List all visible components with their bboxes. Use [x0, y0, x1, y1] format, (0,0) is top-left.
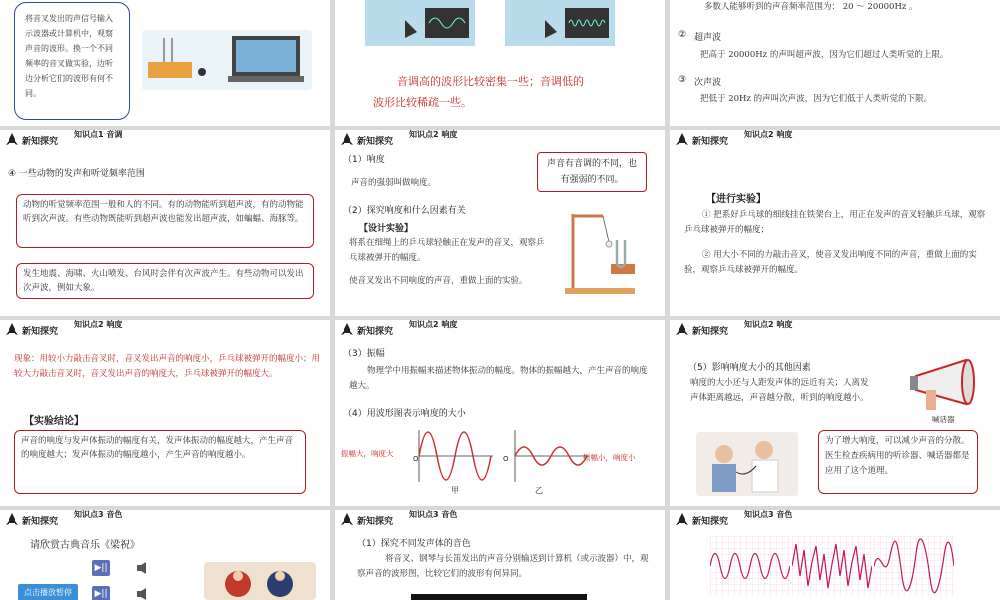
axis-origin-yi: O [503, 455, 509, 463]
video-player-bar[interactable] [411, 594, 587, 600]
rocket-icon [6, 513, 18, 527]
slide-tuning-fork-oscilloscope[interactable] [0, 0, 330, 126]
knowledge-point-label: 知识点3 音色 [409, 510, 458, 519]
amplitude-text: 物理学中用振幅来描述物体振动的幅度。物体的振幅越大，产生声音的响度越大。 [349, 366, 648, 391]
header-title: 新知探究 [692, 517, 729, 527]
slide-header [0, 510, 330, 532]
header-title: 新知探究 [357, 137, 394, 147]
design-experiment-label: 【设计实验】 [359, 224, 414, 234]
loudness-callout: 声音有音调的不同，也有强弱的不同。 [537, 152, 647, 192]
axis-origin-jia: O [413, 455, 419, 463]
doctor-stethoscope-illustration [696, 432, 798, 496]
loudness-definition: 声音的强弱叫做响度。 [351, 178, 437, 188]
audible-range-text: 多数人能够听到的声音频率范围为： 20 ～ 20000Hz 。 [704, 2, 918, 12]
experiment-illustration [142, 30, 312, 90]
header-title: 新知探究 [357, 327, 394, 337]
waveform-caption-yi: 乙 [535, 486, 543, 495]
play-pause-button[interactable]: 点击播放暂停 [18, 584, 78, 600]
slide-header [670, 130, 1000, 152]
knowledge-point-label: 知识点2 响度 [744, 130, 793, 139]
knowledge-point-label: 知识点3 音色 [744, 510, 793, 519]
butterfly-lovers-illustration [204, 562, 316, 600]
speaker-icon[interactable] [136, 587, 150, 600]
reduce-dispersion-box: 为了增大响度，可以减少声音的分散。医生检查疾病用的听诊器、喊话器都是应用了这个道理。 [818, 430, 978, 494]
rocket-icon [676, 513, 688, 527]
slide-butterfly-lovers[interactable] [0, 510, 330, 600]
conduct-experiment-label: 【进行实验】 [706, 194, 766, 205]
timbre-heading: （1）探究不同发声体的音色 [357, 539, 471, 549]
rocket-icon [341, 513, 353, 527]
header-title: 新知探究 [692, 137, 729, 147]
slide-frequency-range[interactable] [670, 0, 1000, 126]
slide-animal-hearing[interactable] [0, 130, 330, 316]
stand-tuning-fork-illustration [559, 204, 649, 296]
timbre-waveform-2 [792, 536, 872, 596]
slide-header [335, 130, 665, 152]
timbre-waveform-3 [874, 536, 954, 596]
pitch-comparison-illustration [365, 0, 635, 50]
amplitude-heading: （3）振幅 [343, 349, 385, 359]
animal-subtitle: ④ 一些动物的发声和听觉频率范围 [8, 169, 145, 179]
slide-amplitude[interactable] [335, 320, 665, 506]
slide-pitch-waveform[interactable] [335, 0, 665, 126]
rocket-icon [6, 133, 18, 147]
play-pause-button-1[interactable]: ▶|| [92, 560, 110, 576]
rocket-icon [676, 323, 688, 337]
knowledge-point-label: 知识点1 音调 [74, 130, 123, 139]
timbre-text: 将音叉、钢琴与长笛发出的声音分别输送到计算机（或示波器）中，观察声音的波形图，比较它们的波形有何异同。 [357, 554, 649, 579]
instruction-box: 将音叉发出的声信号输入示波器或计算机中，观察声音的波形。换一个不同频率的音叉做实验，边听边分析它们的波形有何不同。 [14, 2, 130, 120]
header-title: 新知探究 [22, 137, 59, 147]
megaphone-label: 喊话器 [932, 415, 955, 424]
conclusion-label: 【实验结论】 [24, 416, 84, 427]
play-pause-button-2[interactable]: ▶|| [92, 586, 110, 600]
waveform-jia [415, 426, 495, 486]
distance-factor-text: 响度的大小还与人距发声体的远近有关；人离发声体距离越远，声音越分散，听到的响度越小。 [690, 378, 869, 403]
slide-header [335, 320, 665, 342]
slide-loudness-intro[interactable] [335, 130, 665, 316]
speaker-icon[interactable] [136, 561, 150, 575]
rocket-icon [676, 133, 688, 147]
header-title: 新知探究 [22, 327, 59, 337]
rocket-icon [341, 133, 353, 147]
loudness-heading: （1）响度 [343, 155, 385, 165]
ultrasound-text: 把高于 20000Hz 的声叫超声波，因为它们超过人类听觉的上限。 [700, 50, 949, 60]
infrasound-title: 次声波 [694, 78, 722, 88]
waveform-heading: （4）用波形图表示响度的大小 [343, 409, 466, 419]
slide-conduct-experiment[interactable] [670, 130, 1000, 316]
slide-header [670, 510, 1000, 532]
ultrasound-title: 超声波 [694, 33, 722, 43]
small-amplitude-label: 振幅小，响度小 [583, 453, 636, 462]
slide-header [0, 130, 330, 152]
animal-hearing-box: 动物的听觉频率范围一般和人的不同。有的动物能听到超声波，有的动物能听到次声波。有些动物既能听到超声波也能发出超声波，如蝙蝠、海豚等。 [16, 194, 314, 248]
header-title: 新知探究 [357, 517, 394, 527]
rocket-icon [341, 323, 353, 337]
conduct-step1: ① 把系好乒乓球的细线挂在铁架台上，用正在发声的音叉轻触乒乓球，观察乒乓球被弹开的幅度； [684, 210, 986, 235]
waveform-caption-jia: 甲 [451, 486, 459, 495]
header-title: 新知探究 [22, 517, 59, 527]
knowledge-point-label: 知识点2 响度 [744, 320, 793, 329]
conduct-step2: ② 用大小不同的力敲击音叉，使音叉发出响度不同的声音，重做上面的实验，观察乒乓球被弹开的幅度。 [684, 250, 977, 275]
knowledge-point-label: 知识点3 音色 [74, 510, 123, 519]
pitch-conclusion-line2: 波形比较稀疏一些。 [373, 96, 472, 109]
explore-heading: （2）探究响度和什么因素有关 [343, 206, 466, 216]
slide-timbre-explore[interactable] [335, 510, 665, 600]
waveform-yi [511, 426, 591, 486]
slide-header [670, 320, 1000, 342]
timbre-waveform-1 [710, 536, 790, 596]
knowledge-point-label: 知识点2 响度 [409, 320, 458, 329]
large-amplitude-label: 振幅大，响度大 [341, 449, 394, 458]
slide-phenomenon-conclusion[interactable] [0, 320, 330, 506]
knowledge-point-label: 知识点2 响度 [74, 320, 123, 329]
design-step1: 将系在细绳上的乒乓球轻触正在发声的音叉，观察乒乓球被弹开的幅度。 [349, 238, 545, 263]
rocket-icon [6, 323, 18, 337]
design-step2: 使音叉发出不同响度的声音，重做上面的实验。 [349, 276, 528, 286]
other-factors-heading: （5）影响响度大小的其他因素 [688, 363, 811, 373]
infrasound-nature-box: 发生地震、海啸、火山喷发、台风时会伴有次声波产生。有些动物可以发出次声波，例如大象。 [16, 263, 314, 299]
header-title: 新知探究 [692, 327, 729, 337]
pitch-conclusion-line1: 音调高的波形比较密集一些；音调低的 [397, 75, 584, 88]
music-title: 请欣赏古典音乐《梁祝》 [30, 540, 140, 551]
phenomenon-text: 现象：用较小力敲击音叉时，音叉发出声音的响度小，乒乓球被弹开的幅度小；用较大力敲击音叉时，音叉发出声音的响度大，乒乓球被弹开的幅度大。 [14, 354, 321, 379]
infrasound-text: 把低于 20Hz 的声叫次声波，因为它们低于人类听觉的下限。 [700, 94, 933, 104]
item3-number: ③ [678, 75, 687, 85]
slide-timbre-waveforms[interactable] [670, 510, 1000, 600]
megaphone-icon [906, 356, 992, 412]
knowledge-point-label: 知识点2 响度 [409, 130, 458, 139]
item2-number: ② [678, 30, 687, 40]
conclusion-box: 声音的响度与发声体振动的幅度有关，发声体振动的幅度越大，产生声音的响度越大；发声体振动的幅度越小，产生声音的响度越小。 [14, 430, 306, 494]
slide-header [335, 510, 665, 532]
slide-other-factors[interactable] [670, 320, 1000, 506]
slide-header [0, 320, 330, 342]
